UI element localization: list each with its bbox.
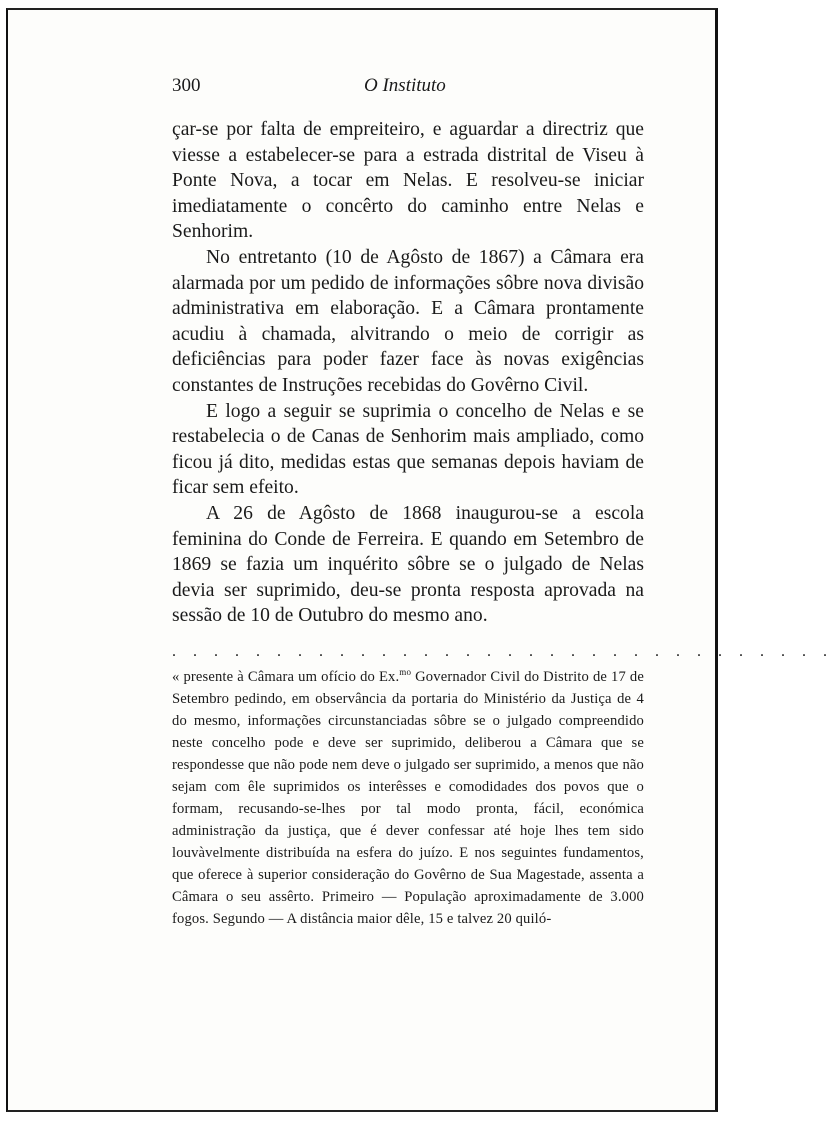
paragraph: No entretanto (10 de Agôsto de 1867) a Câmara era alarmada por um pedido de informações sôbre nova divisão administrativa em elaboração. E a Câmara prontamente acudiu à chamada, alvitrando o meio de corrigir as deficiências para poder fazer face às novas exigências constantes de Instruções recebidas do Govêrno Civil.	[172, 246, 644, 396]
ellipsis-separator: . . . . . . . . . . . . . . . . . . . . . . . . . . . . . . . .	[172, 643, 834, 660]
quote-superscript: mo	[399, 667, 412, 678]
quoted-document	[172, 666, 644, 930]
page-header	[172, 75, 644, 101]
quote-text-start: « presente à Câmara um ofício do Ex.	[172, 669, 400, 685]
quote-text-rest: Governador Civil do Distrito de 17 de Setembro pedindo, em observância da portaria do Ministério da Justiça de 4 do mesmo, informações circunstanciadas sôbre se o julgado compreendido neste concelho pode e deve ser suprimido, deliberou a Câmara que se respondesse que não pode nem deve o julgado ser suprimido, a menos que não sejam com êle suprimidos os interêsses e comodidades dos povos que o formam, recusando-se-lhes por tal modo pronta, fácil, económica administração da justiça, que é dever confessar até hoje lhes tem sido louvàvelmente distribuída na esfera do juízo. E nos seguintes fundamentos, que oferece à superior consideração do Govêrno de Sua Magestade, assenta a Câmara o seu assêrto. Primeiro — População aproximadamente de 3.000 fogos. Segundo — A distância maior dêle, 15 e talvez 20 quiló-	[172, 669, 645, 927]
paragraph: E logo a seguir se suprimia o concelho de Nelas e se restabelecia o de Canas de Senhorim mais ampliado, como ficou já dito, medidas estas que semanas depois haviam de ficar sem efeito.	[172, 400, 644, 499]
page-number: 300	[172, 75, 201, 96]
quote-paragraph	[172, 666, 644, 930]
paragraph: A 26 de Agôsto de 1868 inaugurou-se a escola feminina do Conde de Ferreira. E quando em Setembro de 1869 se fazia um inquérito sôbre se o julgado de Nelas devia ser suprimido, deu-se pronta resposta aprovada na sessão de 10 de Outubro do mesmo ano.	[172, 502, 644, 627]
paragraph: çar-se por falta de empreiteiro, e aguardar a directriz que viesse a estabelecer-se para a estrada distrital de Viseu à Ponte Nova, a tocar em Nelas. E resolveu-se iniciar imediatamente o concêrto do caminho entre Nelas e Senhorim.	[172, 119, 644, 243]
running-title: O Instituto	[364, 75, 446, 96]
body-text	[172, 117, 644, 629]
